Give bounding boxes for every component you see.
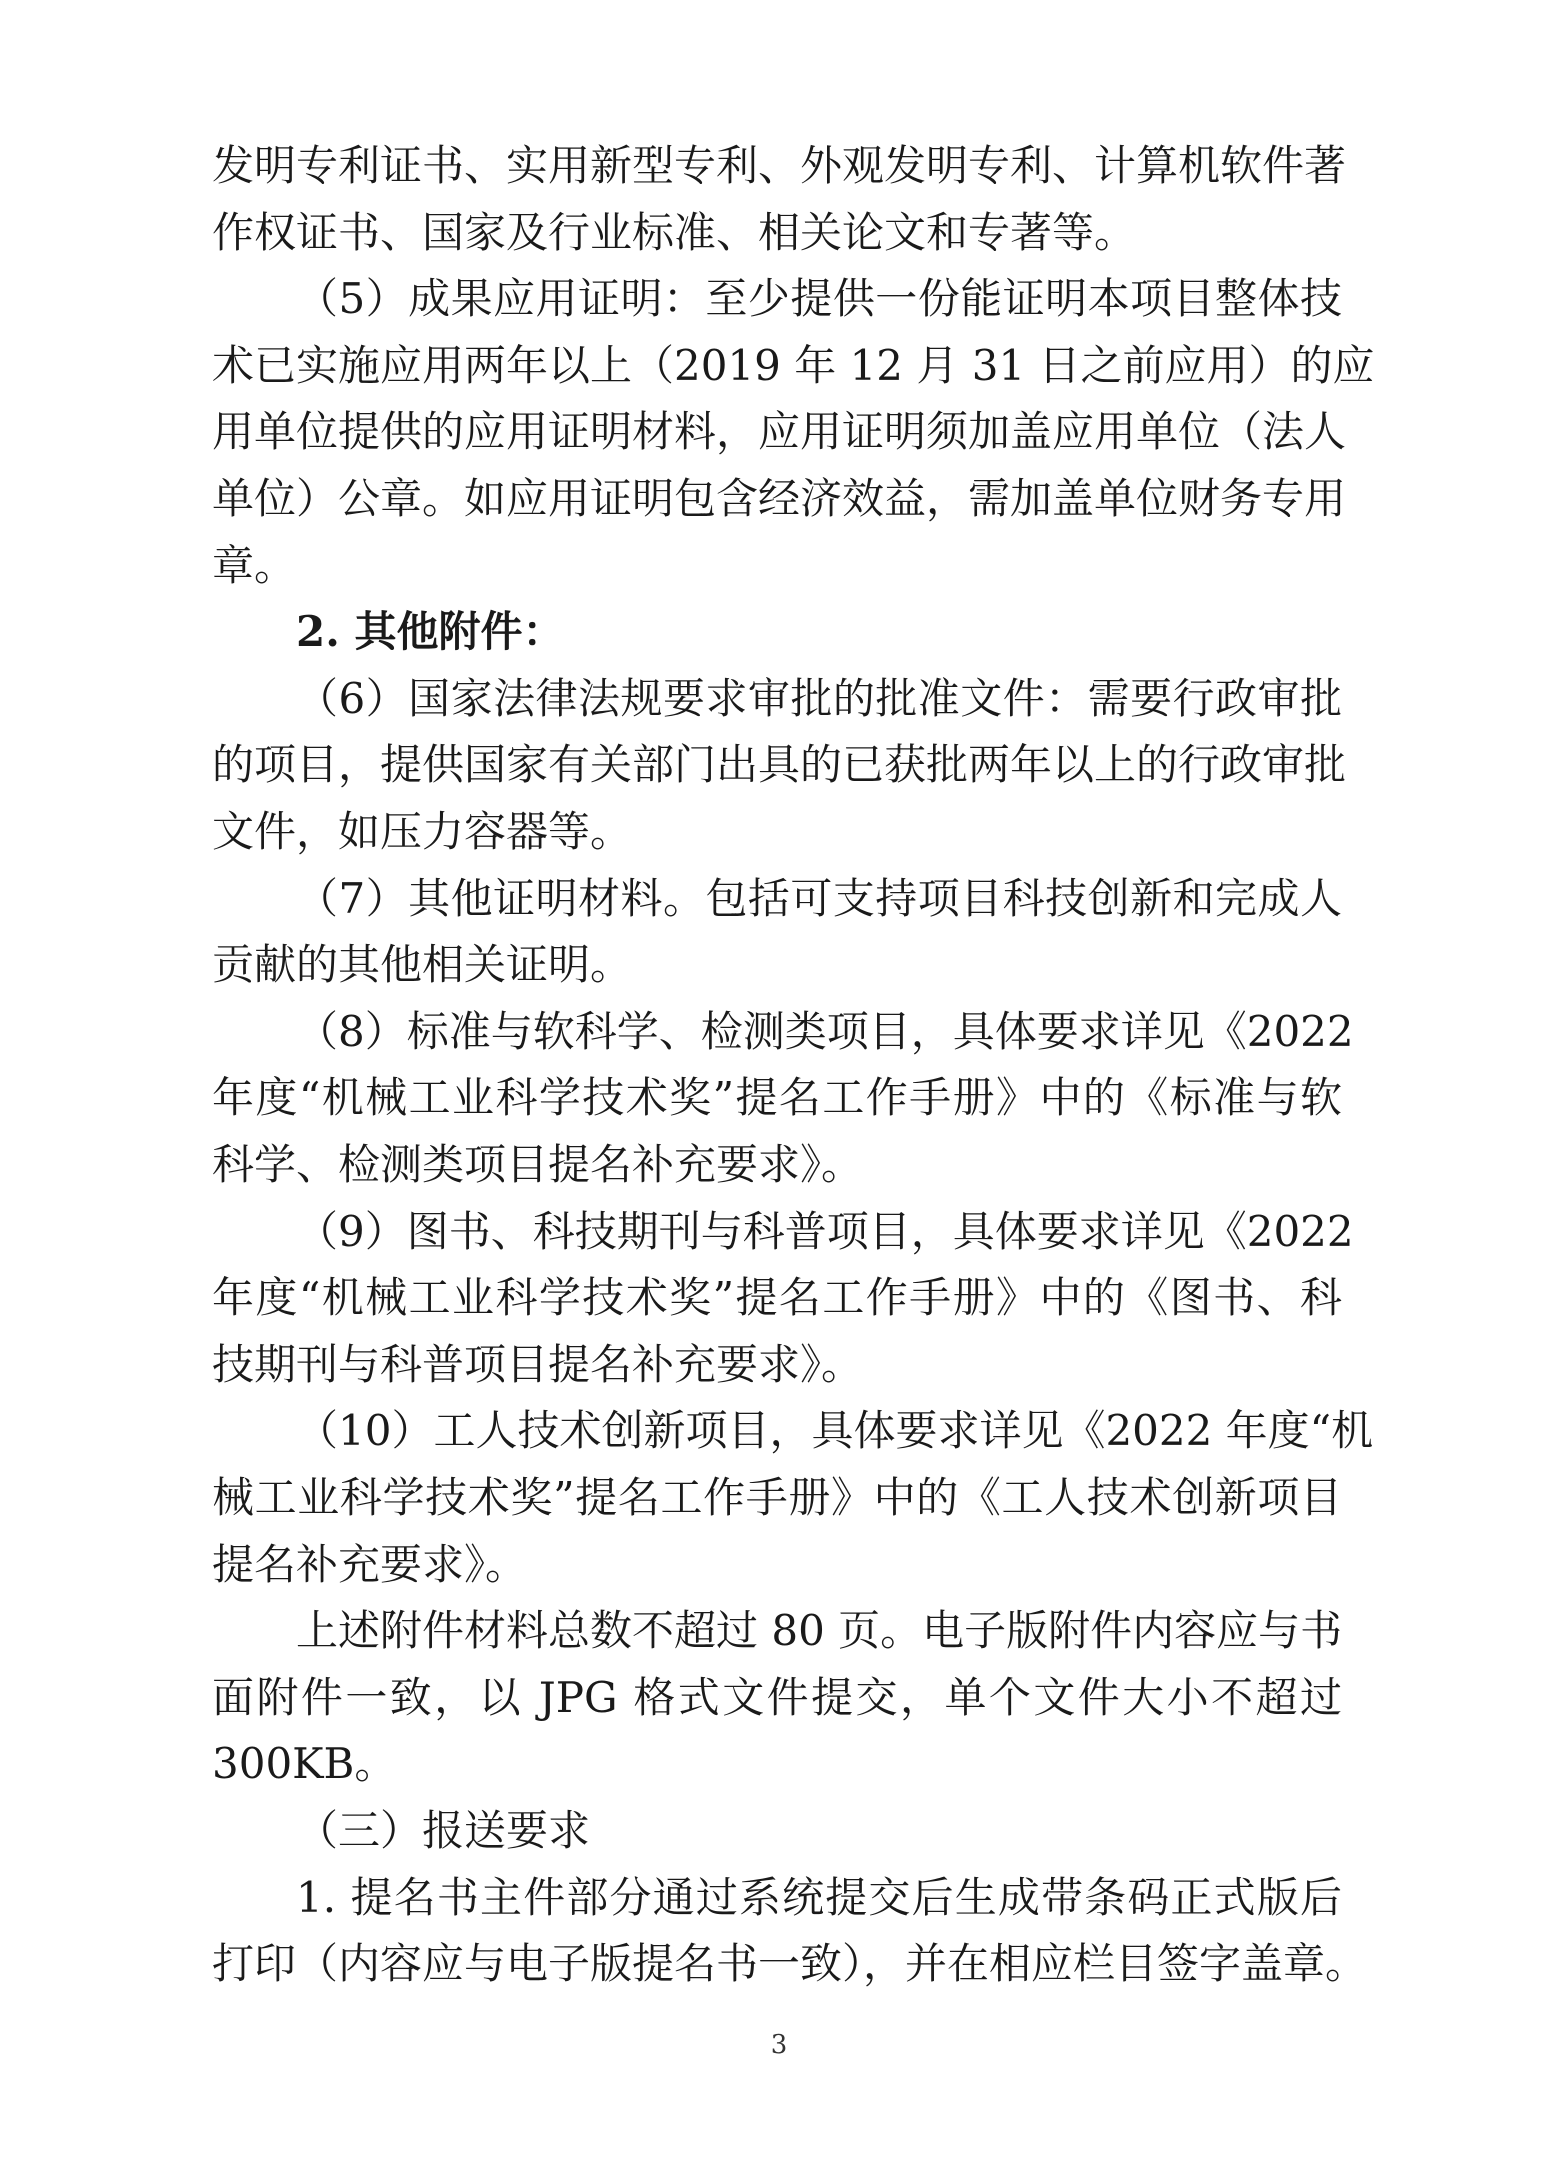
text-line: 300KB。 <box>212 1739 397 1788</box>
text-line: 上述附件材料总数不超过 80 页。电子版附件内容应与书 <box>296 1606 1343 1655</box>
text-line: 章。 <box>212 541 297 590</box>
text-line: 文件，如压力容器等。 <box>212 807 633 856</box>
text-line: 年度“机械工业科学技术奖”提名工作手册》中的《图书、科 <box>212 1273 1342 1322</box>
text-line: 作权证书、国家及行业标准、相关论文和专著等。 <box>212 208 1137 257</box>
text-line: （8）标准与软科学、检测类项目，具体要求详见《2022 <box>296 1007 1354 1056</box>
text-line: 发明专利证书、实用新型专利、外观发明专利、计算机软件著 <box>212 141 1347 190</box>
text-line: 用单位提供的应用证明材料，应用证明须加盖应用单位（法人 <box>212 407 1347 456</box>
text-line: 的项目，提供国家有关部门出具的已获批两年以上的行政审批 <box>212 740 1347 789</box>
text-line: 面附件一致，以 JPG 格式文件提交，单个文件大小不超过 <box>212 1673 1342 1722</box>
text-line: 年度“机械工业科学技术奖”提名工作手册》中的《标准与软 <box>212 1073 1342 1122</box>
text-line: （10）工人技术创新项目，具体要求详见《2022 年度“机 <box>296 1406 1374 1455</box>
text-line: 技期刊与科普项目提名补充要求》。 <box>212 1340 864 1389</box>
text-line: 贡献的其他相关证明。 <box>212 940 633 989</box>
page-number: 3 <box>770 2030 788 2060</box>
text-line: 科学、检测类项目提名补充要求》。 <box>212 1140 864 1189</box>
text-line: 单位）公章。如应用证明包含经济效益，需加盖单位财务专用 <box>212 474 1347 523</box>
text-line: 术已实施应用两年以上（2019 年 12 月 31 日之前应用）的应 <box>212 341 1375 390</box>
text-line: （6）国家法律法规要求审批的批准文件：需要行政审批 <box>296 674 1342 723</box>
text-line: 械工业科学技术奖”提名工作手册》中的《工人技术创新项目 <box>212 1473 1342 1522</box>
text-line: （9）图书、科技期刊与科普项目，具体要求详见《2022 <box>296 1207 1354 1256</box>
text-line: （三）报送要求 <box>296 1806 591 1855</box>
text-line: 1. 提名书主件部分通过系统提交后生成带条码正式版后 <box>296 1873 1342 1922</box>
text-line: 打印（内容应与电子版提名书一致），并在相应栏目签字盖章。 <box>212 1939 1368 1988</box>
text-line: （5）成果应用证明：至少提供一份能证明本项目整体技 <box>296 274 1342 323</box>
text-line: （7）其他证明材料。包括可支持项目科技创新和完成人 <box>296 874 1342 923</box>
text-line: 提名补充要求》。 <box>212 1540 528 1589</box>
section-heading: 2. 其他附件： <box>296 607 565 656</box>
